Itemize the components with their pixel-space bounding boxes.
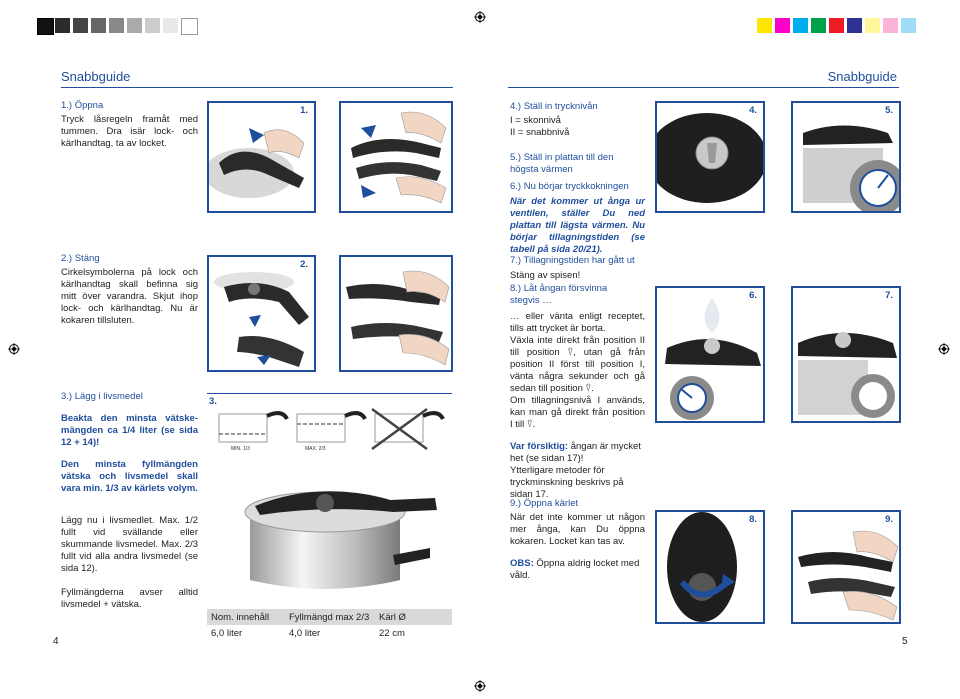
step-8-text-1: … eller vänta enligt receptet, tills att trycket är borta.: [510, 311, 645, 334]
swatch: [793, 18, 808, 33]
close-lid-illustration-icon: [209, 257, 314, 370]
steam-release-illustration-icon: [657, 288, 763, 421]
step-4-title: 4.) Ställ in trycknivån: [510, 101, 598, 112]
figure-2a: [207, 255, 316, 372]
table-header-row: [207, 609, 452, 625]
figure-number: 6.: [749, 290, 757, 301]
figure-6: [655, 286, 765, 423]
step-7-title: 7.) Tillagningstiden har gått ut: [510, 255, 635, 266]
figure-number: 1.: [300, 105, 308, 116]
step-7-text: Stäng av spisen!: [510, 270, 581, 281]
figure-4: [655, 101, 765, 213]
swatch: [901, 18, 916, 33]
step-3-title: 3.) Lägg i livsmedel: [61, 391, 143, 402]
step-3-warning-2: Den minsta fyllmängden vätska och livsmedel skall vara min. 1/3 av kärlets volym.: [61, 459, 198, 494]
step-3: [61, 391, 198, 611]
figure-number: 8.: [749, 514, 757, 525]
figure-number: 2.: [300, 259, 308, 270]
step-7: [510, 255, 650, 282]
step-8-more: Ytterligare metoder för tryckminskning beskrivs på sidan 17.: [510, 465, 624, 500]
step-8: [510, 283, 645, 501]
left-page-title: Snabbguide: [61, 69, 131, 84]
step-1: [61, 100, 198, 150]
right-page-title: Snabbguide: [827, 69, 897, 84]
registration-mark-icon: [938, 343, 950, 355]
figure-number: 4.: [749, 105, 757, 116]
swatch: [55, 18, 70, 33]
step-4-line-1: I = skonnivå: [510, 115, 561, 126]
figure-number: 9.: [885, 514, 893, 525]
swatch: [127, 18, 142, 33]
stove-heat-illustration-icon: [793, 103, 899, 211]
step-8-title: 8.) Låt ångan försvinna stegvis …: [510, 283, 608, 306]
table-cell: 6,0 liter: [211, 627, 243, 639]
step-3-warning-1: Beakta den minsta vätske-mängden ca 1/4 liter (se sida 12 + 14)!: [61, 413, 198, 448]
step-8-text-2a: Växla inte direkt från position II till position: [510, 335, 645, 358]
swatch: [73, 18, 88, 33]
page-number-right: 5: [902, 636, 908, 647]
swatch: [829, 18, 844, 33]
step-2: [61, 253, 198, 327]
swatch: [757, 18, 772, 33]
step-1-title: 1.) Öppna: [61, 100, 104, 111]
step-3-text-1: Lägg nu i livsmedlet. Max. 1/2 fullt vid svällande eller skummande livsmedel. Max. 2/3 fullt vid alla andra livsmedel (se sida 12).: [61, 515, 198, 574]
figure-7: [791, 286, 901, 423]
steam-release-icon: ⍢: [585, 383, 592, 394]
step-8-text-3b: .: [532, 419, 536, 430]
table-row: [207, 625, 452, 641]
registration-mark-icon: [474, 680, 486, 692]
step-8-caution: [510, 441, 645, 465]
steam-release-icon: ⍢: [526, 419, 533, 430]
step-1-text: Tryck låsregeln framåt med tummen. Dra isär lock- och kärlhandtag, ta av locket.: [61, 114, 198, 149]
registration-mark-icon: [474, 11, 486, 23]
figure-number: 3.: [209, 396, 217, 407]
step-3-text-2: Fyllmängderna avser alltid livsmedel + vätska.: [61, 587, 198, 610]
swatch: [883, 18, 898, 33]
figure-5: [791, 101, 901, 213]
table-header: Nom. innehåll: [211, 611, 270, 623]
figure-9: [791, 510, 901, 624]
header-rule-right: [508, 87, 899, 88]
registration-mark-icon: [8, 343, 20, 355]
table-header: Kärl Ø: [379, 611, 406, 623]
swatch: [865, 18, 880, 33]
step-8-text-2c: .: [591, 383, 594, 394]
swatch: [811, 18, 826, 33]
table-cell: 22 cm: [379, 627, 405, 639]
open-lid-illustration-icon: [209, 103, 314, 211]
step-9: [510, 498, 645, 582]
figure-8: [655, 510, 765, 624]
swatch: [145, 18, 160, 33]
swatch: [37, 18, 54, 35]
figure-3-fill-levels: [207, 393, 452, 456]
open-cooker-illustration-icon: [793, 512, 899, 622]
pressure-cooker-photo-icon: [215, 470, 445, 600]
figure-1a: [207, 101, 316, 213]
caution-text: ångan är mycket het (se sidan 17)!: [510, 441, 641, 464]
step-6-title: 6.) Nu börjar tryckkokningen: [510, 181, 629, 192]
step-8-text-3a: Om tillagningsnivå I används, kan man gå direkt från position I till: [510, 395, 645, 430]
obs-text: Öppna aldrig locket med våld.: [510, 558, 640, 581]
step-2-text: Cirkelsymbolerna på lock och kärlhandtag skall befinna sig mitt över varandra. Skjut ihop lock- och kärlhandtag. Nu är kokaren tillsluten.: [61, 267, 198, 326]
swatch: [109, 18, 124, 33]
figure-2b: [339, 255, 453, 372]
figure-number: 7.: [885, 290, 893, 301]
step-9-title: 9.) Öppna kärlet: [510, 498, 579, 509]
capacity-table: [207, 609, 452, 641]
step-4: [510, 101, 645, 139]
figure-number: 5.: [885, 105, 893, 116]
min-fill-label: MIN. 1/3: [231, 446, 250, 452]
caution-label: Var försiktig:: [510, 441, 569, 452]
header-rule-left: [61, 87, 453, 88]
lid-valve-illustration-icon: [793, 288, 899, 421]
step-8-text-2: [510, 335, 645, 395]
valve-knob-turn-illustration-icon: [657, 512, 763, 622]
swatch: [163, 18, 178, 33]
pressure-selector-illustration-icon: [657, 103, 763, 211]
swatch: [847, 18, 862, 33]
steam-release-icon: ⍢: [567, 347, 574, 358]
step-6: [510, 181, 645, 256]
swatch: [181, 18, 198, 35]
swatch: [775, 18, 790, 33]
max-fill-label: MAX. 2/3: [305, 446, 326, 452]
swatch: [91, 18, 106, 33]
separate-handles-illustration-icon: [341, 103, 451, 211]
step-9-obs: [510, 558, 645, 582]
step-4-line-2: II = snabbnivå: [510, 127, 570, 138]
step-2-title: 2.) Stäng: [61, 253, 100, 264]
obs-label: OBS:: [510, 558, 534, 569]
slide-handles-illustration-icon: [341, 257, 451, 370]
page-number-left: 4: [53, 636, 59, 647]
step-8-text-3: [510, 395, 645, 431]
step-6-text: När det kommer ut ånga ur ventilen, ställer Du ned plattan till lägsta värmen. Nu börjar tillagningstiden (se tabell på sida 20/21).: [510, 196, 645, 255]
step-5-title: 5.) Ställ in plattan till den högsta värmen: [510, 152, 614, 175]
pressure-cooker-image: [215, 470, 445, 600]
figure-1b: [339, 101, 453, 213]
table-header: Fyllmängd max 2/3: [289, 611, 370, 623]
step-9-text: När det inte kommer ut någon mer ånga, kan Du öppna kokaren. Locket kan tas av.: [510, 512, 645, 547]
step-8-text-2b: , utan gå från position II först till position I, vänta några sekunder och gå sedan till position: [510, 347, 646, 394]
table-cell: 4,0 liter: [289, 627, 321, 639]
